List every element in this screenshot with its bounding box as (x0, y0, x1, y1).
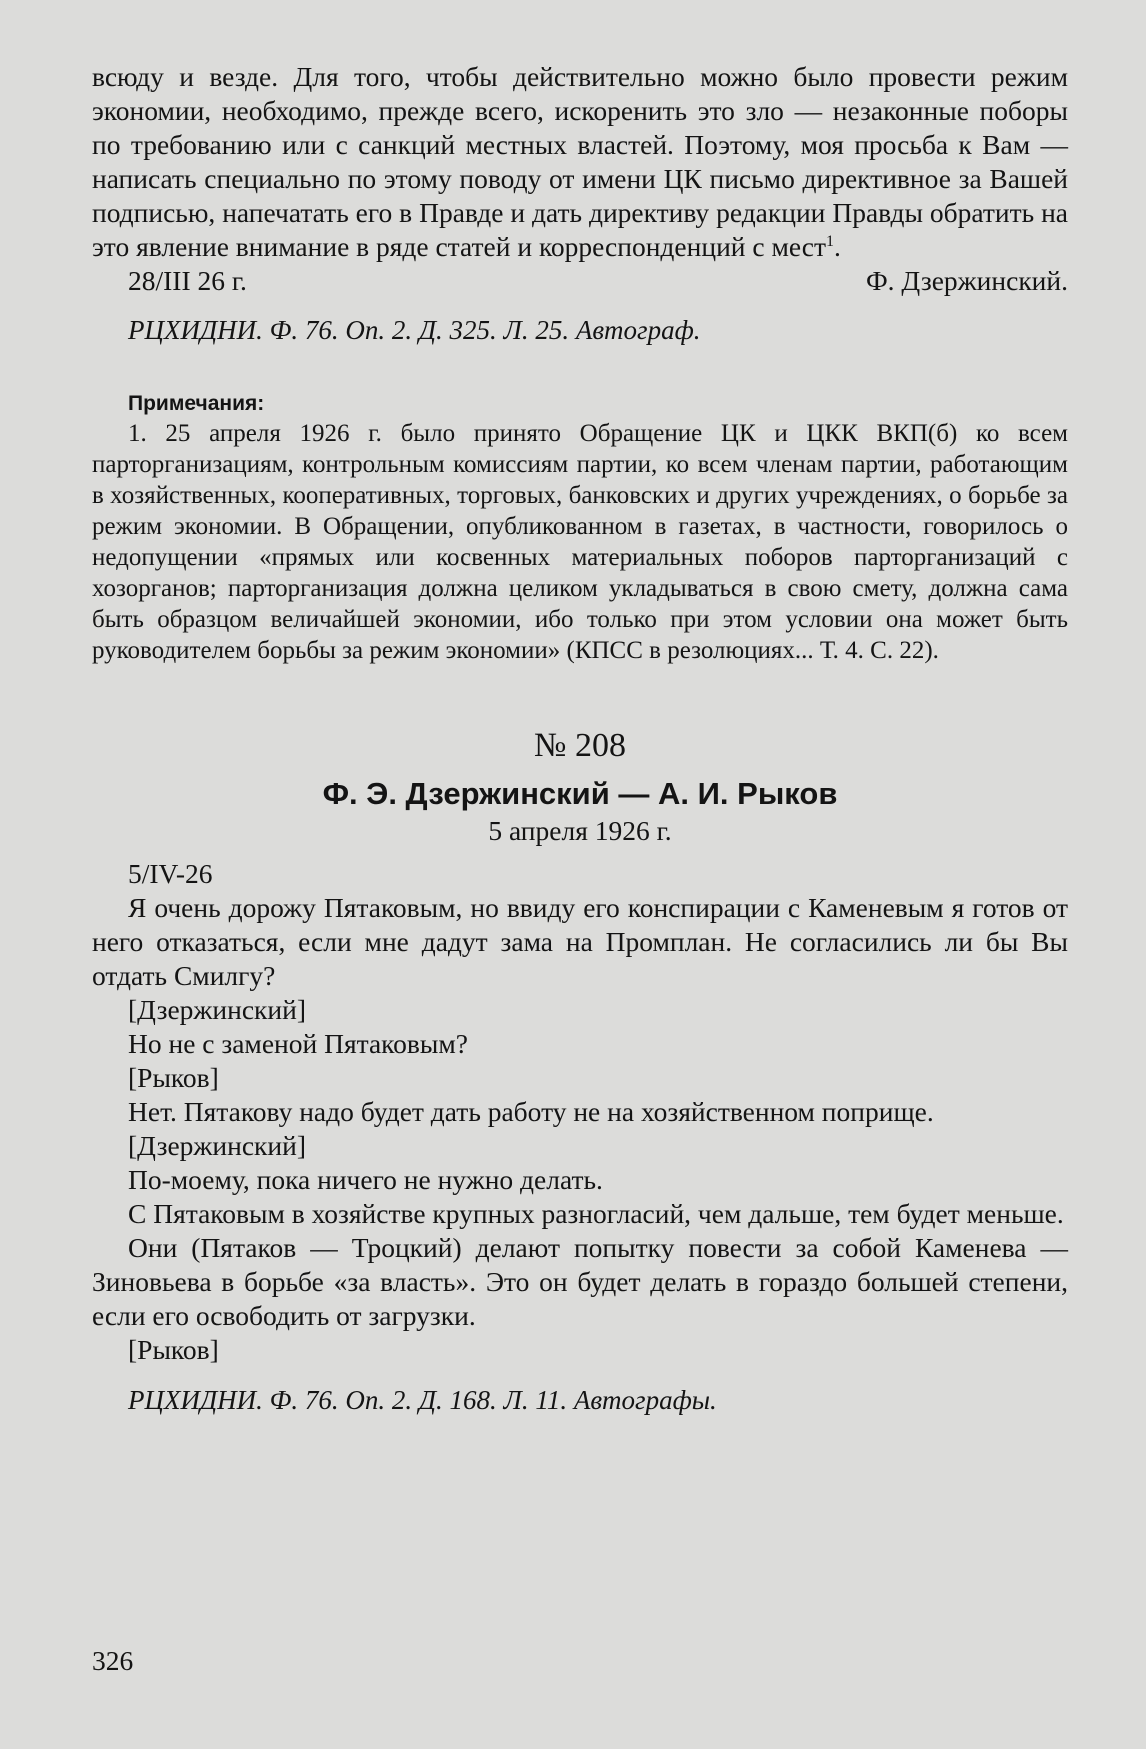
note-1: 1. 25 апреля 1926 г. было принято Обращение ЦК и ЦКК ВКП(б) ко всем парторганизациям, контрольным комиссиям партии, ко всем членам партии, работающим в хозяйственных, кооперативных, торговых, банковских и других учреждениях, о борьбе за режим экономии. В Обращении, опубликованном в газетах, в частности, говорилось о недопущении «прямых или косвенных материальных поборов парторганизаций с хозорганов; парторганизация должна целиком укладываться в свою смету, должна сама быть образцом величайшей экономии, ибо только при этом условии она может быть руководителем борьбы за режим экономии» (КПСС в резолюциях... Т. 4. С. 22). (92, 420, 1068, 664)
paragraph: Я очень дорожу Пятаковым, но ввиду его конспирации с Каменевым я готов от него отказаться, если мне дадут зама на Промплан. Не согласились ли бы Вы отдать Смилгу? (92, 892, 1068, 991)
document-207-ending (92, 60, 1068, 347)
date-signature-line (92, 264, 1068, 298)
paragraph: Нет. Пятакову надо будет дать работу не на хозяйственном поприще. (128, 1096, 934, 1127)
footnote-ref: 1 (825, 232, 834, 250)
paragraph: С Пятаковым в хозяйстве крупных разногласий, чем дальше, тем будет меньше. (128, 1198, 1064, 1229)
doc-date: 5 апреля 1926 г. (488, 815, 672, 846)
doc-title: Ф. Э. Дзержинский — А. И. Рыков (322, 776, 838, 811)
doc-207-signature: Ф. Дзержинский. (865, 265, 1068, 296)
header-date: 5/IV-26 (128, 858, 213, 889)
speaker-label: [Рыков] (128, 1334, 219, 1365)
speaker-label: [Дзержинский] (128, 1130, 307, 1161)
doc-208-source: РЦХИДНИ. Ф. 76. Оп. 2. Д. 168. Л. 11. Автографы. (128, 1385, 717, 1415)
doc-207-date: 28/III 26 г. (128, 265, 247, 296)
speaker-label: [Дзержинский] (128, 994, 307, 1025)
document-208 (92, 725, 1068, 1417)
continued-paragraph: всюду и везде. Для того, чтобы действительно можно было провести режим экономии, необходимо, прежде всего, искоренить это зло — незаконные поборы по требованию или с санкций местных властей. Поэтому, моя просьба к Вам — написать специально по этому поводу от имени ЦК письмо директивное за Вашей подписью, напечатать его в Правде и дать директиву редакции Правды обратить на это явление внимание в ряде статей и корреспонденций с мест$^1$. (92, 61, 1068, 262)
doc-207-source: РЦХИДНИ. Ф. 76. Оп. 2. Д. 325. Л. 25. Автограф. (128, 315, 701, 345)
paragraph: Но не с заменой Пятаковым? (128, 1028, 468, 1059)
paragraph: По-моему, пока ничего не нужно делать. (128, 1164, 603, 1195)
page-number: 326 (92, 1645, 134, 1676)
notes-section (92, 390, 1068, 666)
speaker-label: [Рыков] (128, 1062, 219, 1093)
doc-number: № 208 (534, 727, 626, 764)
paragraph: Они (Пятаков — Троцкий) делают попытку повести за собой Каменева — Зиновьева в борьбе «за власть». Это он будет делать в гораздо большей степени, если его освободить от загрузки. (92, 1232, 1068, 1331)
notes-title: Примечания: (128, 392, 265, 415)
